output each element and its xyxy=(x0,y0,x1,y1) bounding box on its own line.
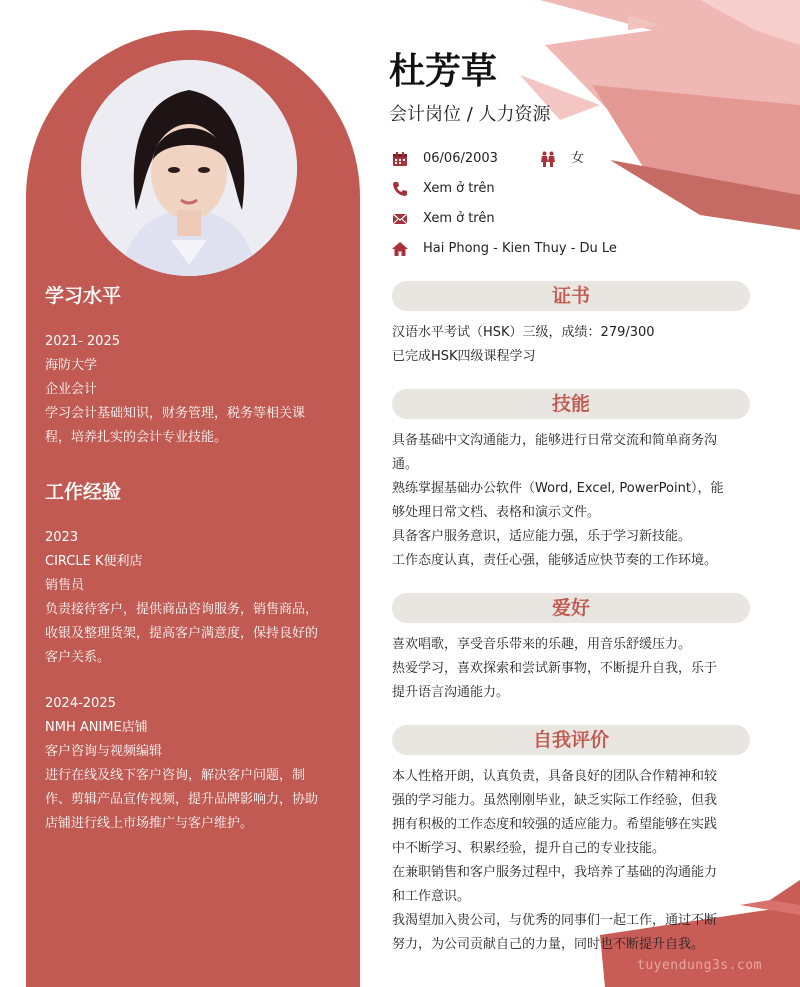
address-text: Hai Phong - Kien Thuy - Du Le xyxy=(423,241,617,256)
self-evaluation-content xyxy=(392,765,752,957)
phone-text: Xem ở trên xyxy=(423,181,495,196)
skills-line: 具备客户服务意识，适应能力强，乐于学习新技能。 xyxy=(392,529,692,544)
certificates-content xyxy=(392,321,752,369)
job-desc-line: 收银及整理货架，提高客户满意度，保持良好的 xyxy=(45,626,319,641)
job-company: CIRCLE K便利店 xyxy=(45,554,143,569)
gender-text: 女 xyxy=(571,151,585,166)
gender-icon xyxy=(540,151,556,167)
education-desc-line: 程，培养扎实的会计专业技能。 xyxy=(45,430,228,445)
education-major: 企业会计 xyxy=(45,382,98,397)
job-desc-line: 作、剪辑产品宣传视频，提升品牌影响力，协助 xyxy=(45,792,319,807)
self-evaluation-heading: 自我评价 xyxy=(392,725,750,755)
job-desc-line: 进行在线及线下客户咨询，解决客户问题，制 xyxy=(45,768,306,783)
education-heading: 学习水平 xyxy=(45,285,122,307)
job-role: 客户咨询与视频编辑 xyxy=(45,744,163,759)
education-years: 2021- 2025 xyxy=(45,334,120,349)
job-desc-line: 店铺进行线上市场推广与客户维护。 xyxy=(45,816,254,831)
self-eval-line: 和工作意识。 xyxy=(392,889,471,904)
education-school: 海防大学 xyxy=(45,358,98,373)
watermark: tuyendung3s.com xyxy=(637,958,762,973)
portrait-image xyxy=(81,60,297,276)
profile-photo xyxy=(81,60,297,276)
calendar-icon xyxy=(392,151,408,167)
self-eval-line: 拥有积极的工作态度和较强的适应能力。希望能够在实践 xyxy=(392,817,718,832)
phone-icon xyxy=(392,181,408,197)
certificate-line: 汉语水平考试（HSK）三级，成绩：279/300 xyxy=(392,325,655,340)
skills-line: 够处理日常文档、表格和演示文件。 xyxy=(392,505,601,520)
skills-line: 熟练掌握基础办公软件（Word, Excel, PowerPoint），能 xyxy=(392,481,724,496)
job-role: 销售员 xyxy=(45,578,85,593)
skills-heading: 技能 xyxy=(392,389,750,419)
self-eval-line: 我渴望加入贵公司，与优秀的同事们一起工作，通过不断 xyxy=(392,913,718,928)
home-icon xyxy=(392,241,408,257)
skills-line: 具备基础中文沟通能力，能够进行日常交流和简单商务沟 xyxy=(392,433,718,448)
hobbies-content xyxy=(392,633,752,705)
birthdate-text: 06/06/2003 xyxy=(423,151,498,166)
skills-line: 通。 xyxy=(392,457,419,472)
sidebar-content xyxy=(45,284,350,836)
self-eval-line: 中不断学习、积累经验，提升自己的专业技能。 xyxy=(392,841,666,856)
email-icon xyxy=(392,211,408,227)
job-desc-line: 负责接待客户，提供商品咨询服务，销售商品， xyxy=(45,602,319,617)
job-years: 2023 xyxy=(45,530,79,545)
self-eval-line: 在兼职销售和客户服务过程中，我培养了基础的沟通能力 xyxy=(392,865,718,880)
candidate-position: 会计岗位 / 人力资源 xyxy=(389,104,551,125)
education-desc-line: 学习会计基础知识，财务管理，税务等相关课 xyxy=(45,406,306,421)
hobbies-line: 喜欢唱歌，享受音乐带来的乐趣，用音乐舒缓压力。 xyxy=(392,637,692,652)
candidate-name: 杜芳草 xyxy=(389,51,498,92)
job-desc-line: 客户关系。 xyxy=(45,650,111,665)
skills-line: 工作态度认真，责任心强，能够适应快节奏的工作环境。 xyxy=(392,553,718,568)
skills-content xyxy=(392,429,752,573)
job-years: 2024-2025 xyxy=(45,696,116,711)
self-eval-line: 努力，为公司贡献自己的力量，同时也不断提升自我。 xyxy=(392,937,705,952)
experience-heading: 工作经验 xyxy=(45,481,122,503)
self-eval-line: 强的学习能力。虽然刚刚毕业，缺乏实际工作经验，但我 xyxy=(392,793,718,808)
hobbies-heading: 爱好 xyxy=(392,593,750,623)
certificates-heading: 证书 xyxy=(392,281,750,311)
self-eval-line: 本人性格开朗，认真负责，具备良好的团队合作精神和较 xyxy=(392,769,718,784)
email-text: Xem ở trên xyxy=(423,211,495,226)
certificate-line: 已完成HSK四级课程学习 xyxy=(392,349,536,364)
hobbies-line: 提升语言沟通能力。 xyxy=(392,685,510,700)
hobbies-line: 热爱学习，喜欢探索和尝试新事物，不断提升自我，乐于 xyxy=(392,661,718,676)
job-company: NMH ANIME店铺 xyxy=(45,720,148,735)
